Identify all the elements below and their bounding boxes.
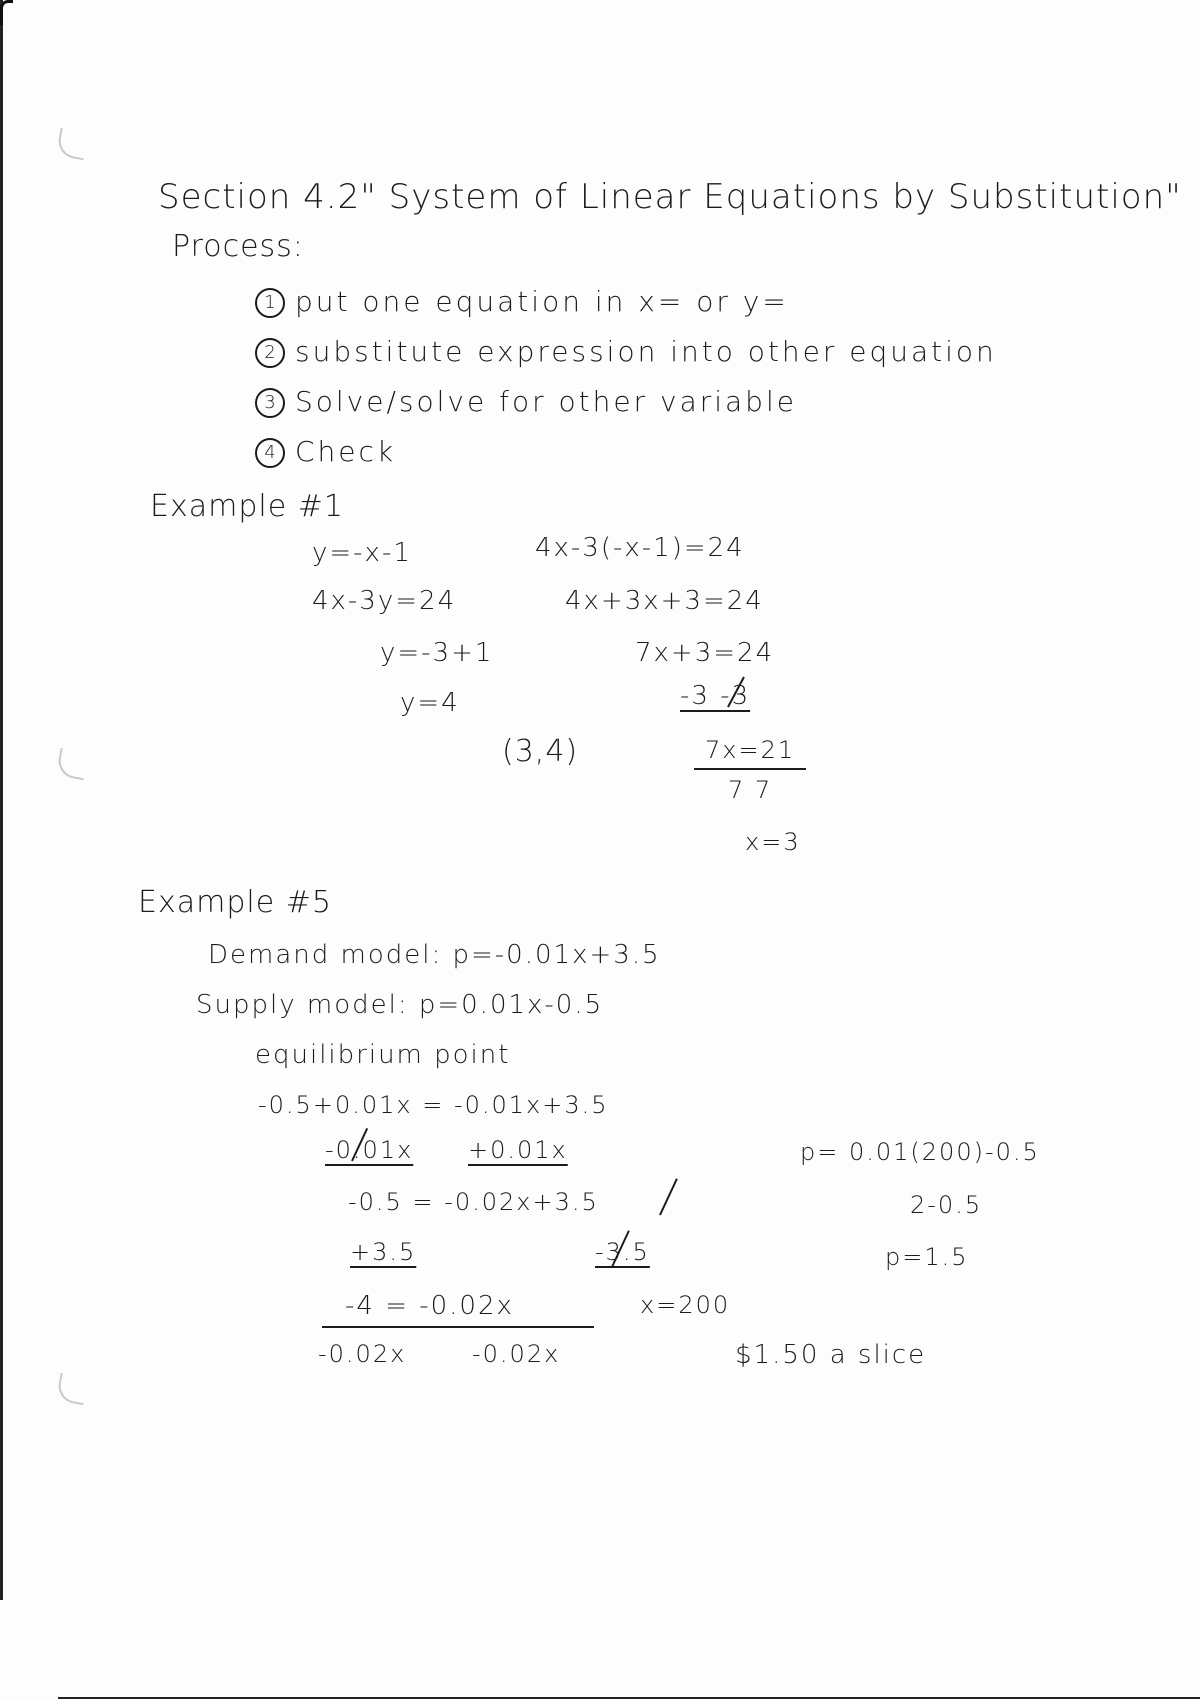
price-work-line: p= 0.01(200)-0.5	[800, 1138, 1040, 1166]
final-answer: $1.50 a slice	[735, 1340, 927, 1370]
price-work-line: p=1.5	[885, 1243, 969, 1271]
scan-corner-mark	[0, 0, 13, 25]
ex1-right-line: 7x=21	[705, 736, 796, 764]
step-4	[255, 435, 397, 468]
x-solution: x=200	[640, 1291, 731, 1319]
ex1-right-line: 4x+3x+3=24	[565, 586, 764, 616]
demand-model: Demand model: p=-0.01x+3.5	[208, 940, 661, 970]
binder-hole-mark	[56, 128, 88, 160]
ex1-left-line: y=-x-1	[312, 538, 412, 568]
binder-hole-mark	[56, 1373, 88, 1405]
ex1-answer: (3,4)	[502, 734, 579, 769]
ex5-work-line: -0.5 = -0.02x+3.5	[348, 1188, 599, 1216]
ex1-right-line: -3 -3	[680, 681, 751, 711]
ex5-work-line: -0.5+0.01x = -0.01x+3.5	[258, 1091, 609, 1119]
ex5-work-line: -0.02x	[472, 1340, 561, 1368]
cancel-strike	[659, 1178, 678, 1215]
step-number-badge: 2	[255, 338, 285, 368]
example-1-heading: Example #1	[150, 489, 344, 524]
ex1-right-line: 7x+3=24	[635, 638, 775, 668]
step-text: Solve/solve for other variable	[295, 385, 797, 418]
ex5-work-line: +3.5	[350, 1238, 417, 1266]
binder-hole-mark	[56, 748, 88, 780]
ex1-right-line: 4x-3(-x-1)=24	[535, 533, 745, 563]
fraction-bar	[322, 1326, 594, 1328]
price-work-line: 2-0.5	[910, 1191, 983, 1219]
step-number-badge: 1	[255, 288, 285, 318]
step-number-badge: 4	[255, 438, 285, 468]
step-2	[255, 335, 997, 368]
scan-bottom-rule	[58, 1697, 1200, 1699]
scan-edge-line	[0, 0, 3, 1600]
ex1-right-line: x=3	[745, 828, 801, 856]
ex1-right-line: 7 7	[728, 776, 773, 804]
step-text: put one equation in x= or y=	[295, 285, 789, 318]
page-title: Section 4.2" System of Linear Equations by Substitution"	[158, 177, 1182, 217]
ex1-left-line: y=-3+1	[380, 638, 494, 668]
step-text: substitute expression into other equation	[295, 335, 997, 368]
ex1-left-line: y=4	[400, 688, 460, 718]
ex5-work-line: -0.02x	[318, 1340, 407, 1368]
step-text: Check	[295, 435, 397, 468]
ex5-work-line: -3.5	[595, 1238, 650, 1266]
process-heading: Process:	[172, 229, 304, 264]
ex5-work-line: -4 = -0.02x	[345, 1291, 514, 1321]
step-number-badge: 3	[255, 388, 285, 418]
equilibrium-label: equilibrium point	[255, 1040, 511, 1070]
ex5-work-line: -0.01x	[325, 1136, 414, 1164]
step-3	[255, 385, 797, 418]
ex1-left-line: 4x-3y=24	[312, 586, 457, 616]
supply-model: Supply model: p=0.01x-0.5	[196, 990, 604, 1020]
step-1	[255, 285, 789, 318]
ex5-work-line: +0.01x	[468, 1136, 568, 1164]
example-5-heading: Example #5	[138, 885, 332, 920]
fraction-bar	[694, 768, 806, 770]
